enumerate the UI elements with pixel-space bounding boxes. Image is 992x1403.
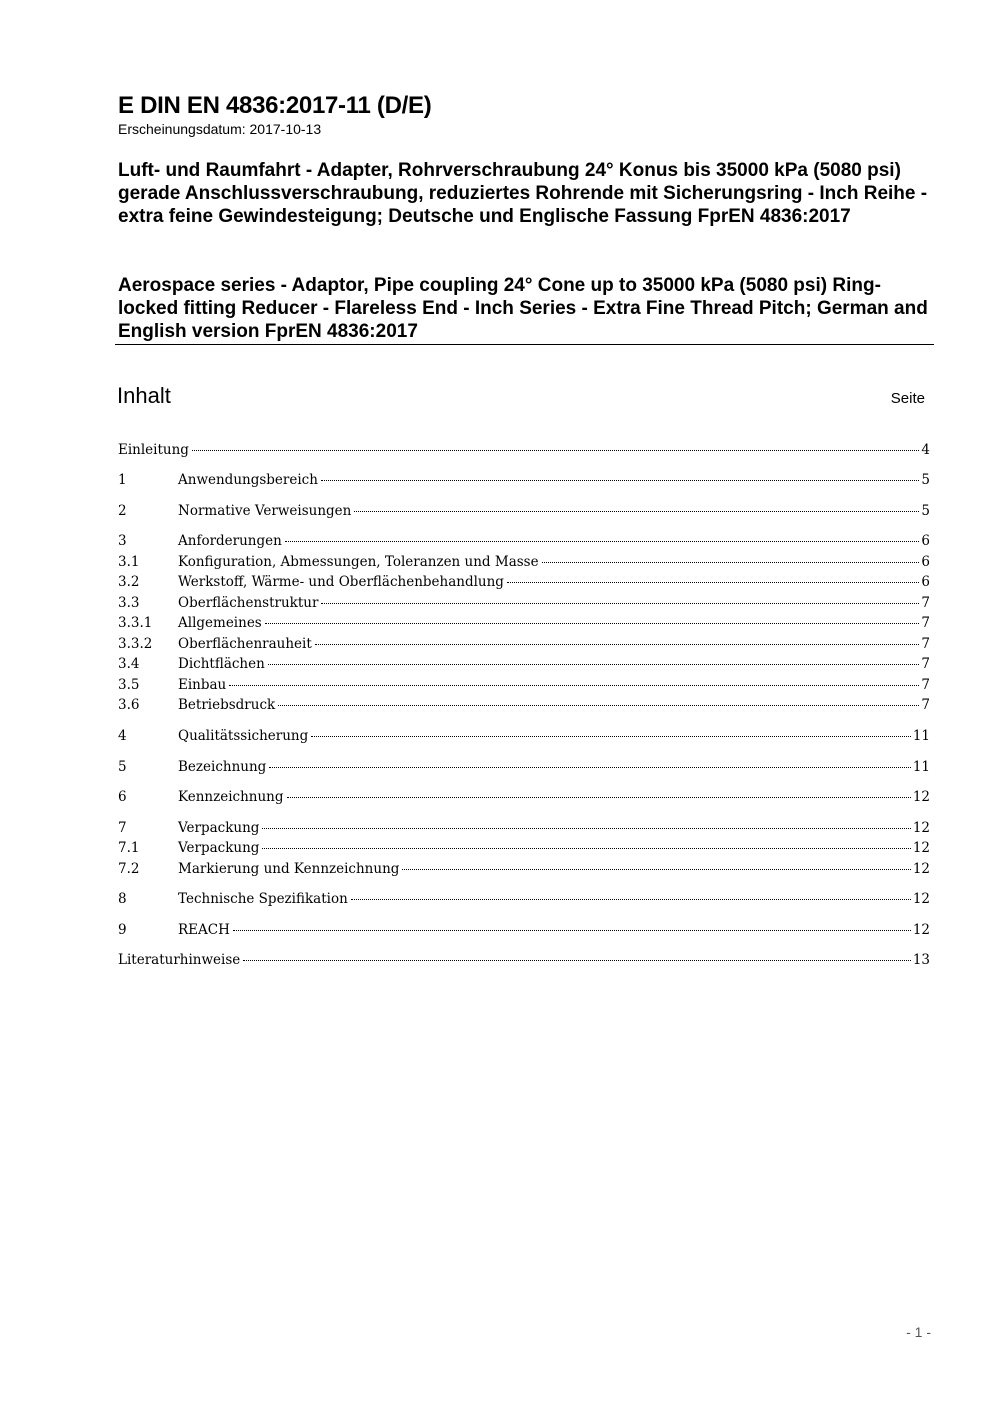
toc-entry-3-5[interactable] bbox=[118, 675, 930, 695]
toc-leader-dots bbox=[233, 930, 911, 931]
toc-entry-title: Verpackung bbox=[178, 840, 260, 856]
toc-leader-dots bbox=[354, 511, 919, 512]
toc-entry-page: 12 bbox=[912, 861, 930, 877]
toc-leader-dots bbox=[265, 623, 920, 624]
toc-entry-literaturhinweise[interactable] bbox=[118, 950, 930, 970]
toc-entry-number: 3 bbox=[118, 533, 127, 549]
toc-entry-page: 6 bbox=[921, 554, 930, 570]
toc-entry-9[interactable] bbox=[118, 920, 930, 940]
toc-entry-title: Einleitung bbox=[118, 442, 189, 458]
toc-entry-title: Werkstoff, Wärme- und Oberflächenbehandlung bbox=[178, 574, 504, 590]
toc-leader-dots bbox=[321, 603, 919, 604]
toc-leader-dots bbox=[285, 541, 920, 542]
toc-entry-number: 3.5 bbox=[118, 677, 140, 693]
toc-entry-number: 3.2 bbox=[118, 574, 140, 590]
toc-entry-title: Kennzeichnung bbox=[178, 789, 284, 805]
toc-entry-number: 2 bbox=[118, 503, 127, 519]
toc-entry-page: 7 bbox=[921, 636, 930, 652]
toc-entry-einleitung[interactable] bbox=[118, 440, 930, 460]
toc-entry-3-3-1[interactable] bbox=[118, 613, 930, 633]
toc-entry-title: Konfiguration, Abmessungen, Toleranzen und Masse bbox=[178, 554, 539, 570]
toc-leader-dots bbox=[278, 705, 919, 706]
toc-leader-dots bbox=[311, 736, 911, 737]
toc-entry-1[interactable] bbox=[118, 470, 930, 490]
toc-entry-page: 7 bbox=[921, 656, 930, 672]
toc-entry-title: Normative Verweisungen bbox=[178, 503, 352, 519]
toc-entry-page: 5 bbox=[921, 472, 930, 488]
toc-entry-title: Oberflächenstruktur bbox=[178, 595, 319, 611]
toc-entry-number: 3.4 bbox=[118, 656, 140, 672]
toc-entry-page: 13 bbox=[912, 952, 930, 968]
toc-entry-title: Markierung und Kennzeichnung bbox=[178, 861, 400, 877]
title-english: Aerospace series - Adaptor, Pipe coupling 24° Cone up to 35000 kPa (5080 psi) Ring-locked fitting Reducer - Flareless End - Inch Series - Extra Fine Thread Pitch; German and English version FprEN 4836:2017 bbox=[118, 275, 928, 342]
toc-entry-5[interactable] bbox=[118, 757, 930, 777]
toc-entry-page: 12 bbox=[912, 891, 930, 907]
toc-entry-page: 12 bbox=[912, 840, 930, 856]
toc-entry-number: 1 bbox=[118, 472, 127, 488]
toc-leader-dots bbox=[243, 960, 911, 961]
toc-entry-title: Verpackung bbox=[178, 820, 260, 836]
toc-entry-2[interactable] bbox=[118, 501, 930, 521]
toc-entry-7[interactable] bbox=[118, 818, 930, 838]
toc-entry-title: Einbau bbox=[178, 677, 227, 693]
issue-date: Erscheinungsdatum: 2017-10-13 bbox=[118, 121, 322, 137]
toc-entry-8[interactable] bbox=[118, 889, 930, 909]
toc-entry-title: Literaturhinweise bbox=[118, 952, 241, 968]
toc-entry-number: 3.3.2 bbox=[118, 636, 153, 652]
toc-entry-page: 6 bbox=[921, 533, 930, 549]
toc-heading: Inhalt bbox=[117, 383, 171, 408]
toc-entry-6[interactable] bbox=[118, 787, 930, 807]
toc-leader-dots bbox=[269, 767, 911, 768]
toc-entry-title: REACH bbox=[178, 922, 230, 938]
toc-entry-page: 11 bbox=[912, 728, 930, 744]
toc-entry-3-3[interactable] bbox=[118, 593, 930, 613]
toc-entry-page: 12 bbox=[912, 820, 930, 836]
toc-leader-dots bbox=[262, 848, 910, 849]
toc-entry-title: Qualitätssicherung bbox=[178, 728, 309, 744]
toc-entry-3-2[interactable] bbox=[118, 572, 930, 592]
toc-leader-dots bbox=[507, 582, 919, 583]
toc-entry-title: Betriebsdruck bbox=[178, 697, 276, 713]
toc-entry-number: 8 bbox=[118, 891, 127, 907]
toc-entry-3-6[interactable] bbox=[118, 695, 930, 715]
toc-entry-page: 7 bbox=[921, 615, 930, 631]
toc-entry-page: 12 bbox=[912, 922, 930, 938]
toc-entry-3-1[interactable] bbox=[118, 552, 930, 572]
toc-leader-dots bbox=[321, 480, 919, 481]
toc-entry-title: Bezeichnung bbox=[178, 759, 267, 775]
toc-entry-number: 3.3.1 bbox=[118, 615, 153, 631]
toc-leader-dots bbox=[542, 562, 920, 563]
toc-leader-dots bbox=[402, 869, 910, 870]
toc-entry-title: Allgemeines bbox=[178, 615, 262, 631]
toc-entry-page: 4 bbox=[921, 442, 930, 458]
toc-entry-number: 4 bbox=[118, 728, 127, 744]
toc-entry-page: 11 bbox=[912, 759, 930, 775]
toc-entry-title: Oberflächenrauheit bbox=[178, 636, 312, 652]
toc-entry-title: Anforderungen bbox=[178, 533, 282, 549]
toc-entry-number: 3.1 bbox=[118, 554, 140, 570]
toc-entry-title: Dichtflächen bbox=[178, 656, 265, 672]
toc-leader-dots bbox=[192, 450, 919, 451]
toc-entry-4[interactable] bbox=[118, 726, 930, 746]
toc-page-column-label: Seite bbox=[890, 390, 925, 407]
toc-entry-page: 7 bbox=[921, 595, 930, 611]
toc-leader-dots bbox=[262, 828, 910, 829]
toc-entry-title: Technische Spezifikation bbox=[178, 891, 348, 907]
toc-entry-number: 6 bbox=[118, 789, 127, 805]
toc-entry-3-4[interactable] bbox=[118, 654, 930, 674]
toc-entry-3-3-2[interactable] bbox=[118, 634, 930, 654]
toc-leader-dots bbox=[287, 797, 911, 798]
toc-entry-number: 3.3 bbox=[118, 595, 140, 611]
toc-entry-page: 12 bbox=[912, 789, 930, 805]
toc-entry-number: 7.1 bbox=[118, 840, 140, 856]
toc-entry-title: Anwendungsbereich bbox=[178, 472, 318, 488]
toc-entry-page: 5 bbox=[921, 503, 930, 519]
toc-leader-dots bbox=[229, 685, 919, 686]
toc-entry-7-2[interactable] bbox=[118, 859, 930, 879]
title-german: Luft- und Raumfahrt - Adapter, Rohrverschraubung 24° Konus bis 35000 kPa (5080 psi) gerade Anschlussverschraubung, reduziertes Rohrende mit Sicherungsring - Inch Reihe - extra feine Gewindesteigung; Deutsche und Englische Fassung FprEN 4836:2017 bbox=[118, 160, 928, 227]
toc-entry-number: 7.2 bbox=[118, 861, 140, 877]
toc-entry-page: 7 bbox=[921, 677, 930, 693]
toc-leader-dots bbox=[268, 664, 920, 665]
toc-entry-number: 5 bbox=[118, 759, 127, 775]
toc-entry-number: 3.6 bbox=[118, 697, 140, 713]
footer-page-number: - 1 - bbox=[906, 1324, 931, 1340]
toc-entry-7-1[interactable] bbox=[118, 838, 930, 858]
document-number: E DIN EN 4836:2017-11 (D/E) bbox=[118, 92, 432, 119]
toc-entry-number: 7 bbox=[118, 820, 127, 836]
toc-entry-page: 7 bbox=[921, 697, 930, 713]
toc-entry-number: 9 bbox=[118, 922, 127, 938]
table-of-contents bbox=[118, 0, 930, 1000]
toc-leader-dots bbox=[351, 899, 911, 900]
toc-entry-page: 6 bbox=[921, 574, 930, 590]
toc-leader-dots bbox=[315, 644, 920, 645]
toc-entry-3[interactable] bbox=[118, 531, 930, 551]
